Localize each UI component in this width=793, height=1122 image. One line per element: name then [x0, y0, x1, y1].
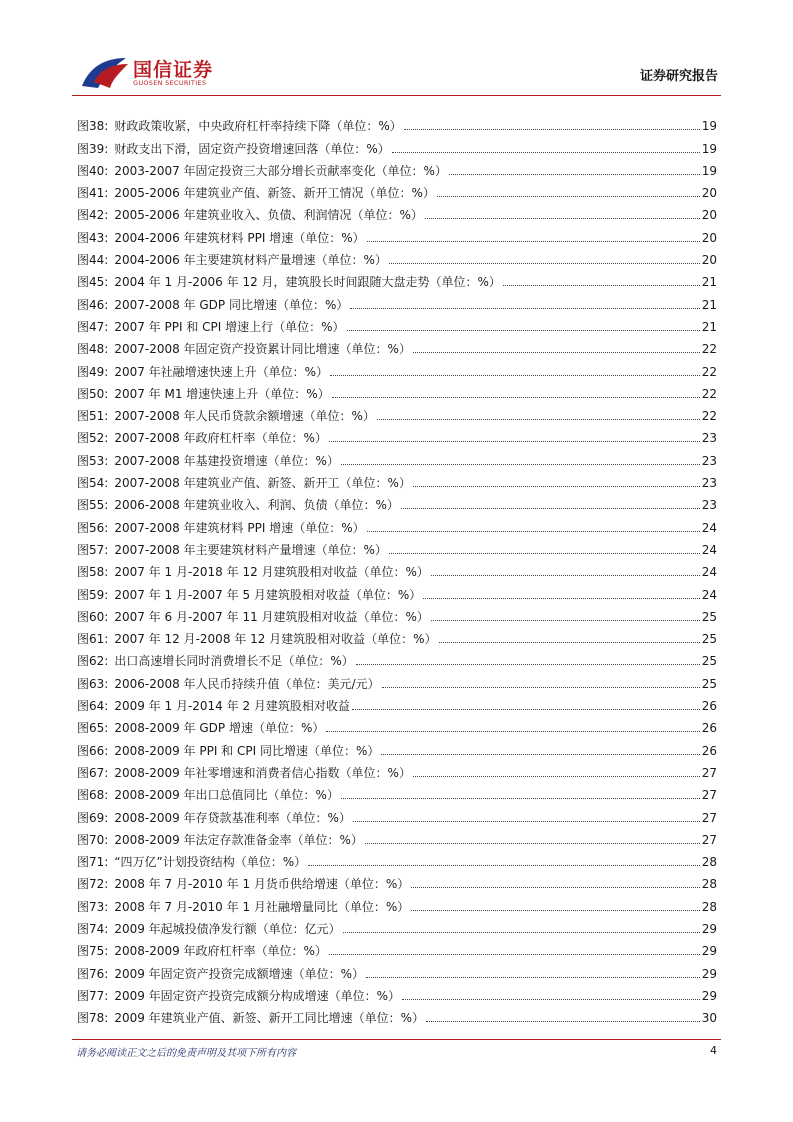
toc-figure-number: 图70: [77, 832, 109, 847]
toc-figure-number: 图54: [77, 476, 109, 491]
toc-figure-title: 2007-2008 年固定资产投资累计同比增速（单位：%） [114, 342, 411, 357]
toc-entry[interactable] [77, 312, 717, 334]
toc-leader-dots [411, 887, 699, 888]
toc-figure-title: 2007 年 M1 增速快速上升（单位：%） [114, 386, 330, 401]
toc-leader-dots [439, 642, 700, 643]
toc-figure-title: 2007 年社融增速快速上升（单位：%） [114, 364, 329, 379]
toc-page-number: 19 [701, 119, 717, 134]
toc-figure-title: “四万亿”计划投资结构（单位：%） [114, 855, 307, 870]
toc-figure-title: 2009 年固定资产投资完成额分构成增速（单位：%） [114, 988, 401, 1003]
toc-page-number: 26 [701, 743, 717, 758]
toc-figure-title: 2007-2008 年政府杠杆率（单位：%） [114, 431, 327, 446]
toc-entry[interactable] [77, 958, 717, 980]
toc-entry[interactable] [77, 758, 717, 780]
toc-leader-dots [404, 129, 700, 130]
toc-page-number: 29 [701, 944, 717, 959]
toc-leader-dots [449, 174, 700, 175]
toc-figure-number: 图78: [77, 1011, 109, 1026]
toc-entry[interactable] [77, 156, 717, 178]
toc-figure-title: 2008-2009 年出口总值同比（单位：%） [114, 788, 339, 803]
toc-figure-title: 2007 年 PPI 和 CPI 增速上行（单位：%） [114, 319, 345, 334]
toc-entry[interactable] [77, 668, 717, 690]
toc-figure-number: 图40: [77, 163, 109, 178]
toc-figure-title: 2003-2007 年固定投资三大部分增长贡献率变化（单位：%） [114, 163, 447, 178]
footer-divider [72, 1039, 721, 1040]
toc-figure-number: 图63: [77, 676, 109, 691]
toc-leader-dots [365, 843, 700, 844]
toc-leader-dots [366, 977, 700, 978]
toc-figure-title: 2004-2006 年建筑材料 PPI 增速（单位：%） [114, 230, 365, 245]
toc-entry[interactable] [77, 646, 717, 668]
page-header [0, 0, 793, 108]
toc-leader-dots [330, 375, 700, 376]
toc-leader-dots [326, 731, 699, 732]
toc-figure-number: 图76: [77, 966, 109, 981]
toc-figure-title: 出口高速增长同时消费增长不足（单位：%） [114, 654, 354, 669]
toc-page-number: 30 [701, 1011, 717, 1026]
toc-page-number: 26 [701, 721, 717, 736]
toc-page-number: 27 [701, 765, 717, 780]
toc-entry[interactable] [77, 936, 717, 958]
toc-page-number: 23 [701, 476, 717, 491]
toc-figure-number: 图59: [77, 587, 109, 602]
toc-page-number: 24 [701, 587, 717, 602]
toc-figure-title: 2007 年 1 月-2018 年 12 月建筑股相对收益（单位：%） [114, 565, 429, 580]
toc-entry[interactable] [77, 691, 717, 713]
toc-figure-number: 图62: [77, 654, 109, 669]
toc-page-number: 24 [701, 520, 717, 535]
toc-leader-dots [382, 687, 700, 688]
toc-page-number: 20 [701, 208, 717, 223]
toc-figure-title: 2008 年 7 月-2010 年 1 月社融增量同比（单位：%） [114, 899, 410, 914]
toc-figure-title: 2006-2008 年建筑业收入、利润、负债（单位：%） [114, 498, 399, 513]
toc-leader-dots [347, 330, 700, 331]
toc-figure-number: 图38: [77, 119, 109, 134]
toc-figure-title: 2007-2008 年主要建筑材料产量增速（单位：%） [114, 542, 387, 557]
toc-figure-number: 图52: [77, 431, 109, 446]
guosen-logo [80, 52, 240, 92]
toc-figure-title: 2008-2009 年 PPI 和 CPI 同比增速（单位：%） [114, 743, 380, 758]
toc-page-number: 25 [701, 609, 717, 624]
toc-page-number: 21 [701, 297, 717, 312]
toc-entry[interactable] [77, 222, 717, 244]
logo-chinese-name: 国信证券 [133, 59, 214, 81]
toc-figure-title: 2007-2008 年建筑业产值、新签、新开工（单位：%） [114, 476, 411, 491]
toc-figure-title: 财政政策收紧，中央政府杠杆率持续下降（单位：%） [114, 119, 402, 134]
toc-page-number: 27 [701, 810, 717, 825]
toc-page-number: 28 [701, 877, 717, 892]
toc-figure-title: 2008-2009 年 GDP 增速（单位：%） [114, 721, 325, 736]
toc-entry[interactable] [77, 535, 717, 557]
logo-english-name: GUOSEN SECURITIES [133, 79, 207, 87]
toc-page-number: 19 [701, 163, 717, 178]
toc-figure-number: 图60: [77, 609, 109, 624]
toc-page-number: 25 [701, 676, 717, 691]
toc-entry[interactable] [77, 512, 717, 534]
toc-figure-number: 图58: [77, 565, 109, 580]
toc-figure-number: 图73: [77, 899, 109, 914]
toc-figure-number: 图61: [77, 632, 109, 647]
toc-entry[interactable] [77, 245, 717, 267]
toc-figure-number: 图67: [77, 765, 109, 780]
toc-leader-dots [341, 464, 700, 465]
toc-entry[interactable] [77, 445, 717, 467]
toc-page-number: 29 [701, 921, 717, 936]
figure-list [77, 111, 717, 1025]
toc-leader-dots [401, 508, 700, 509]
toc-leader-dots [426, 1021, 700, 1022]
toc-page-number: 21 [701, 275, 717, 290]
toc-leader-dots [389, 553, 700, 554]
toc-entry[interactable] [77, 713, 717, 735]
toc-page-number: 28 [701, 899, 717, 914]
toc-figure-number: 图66: [77, 743, 109, 758]
toc-entry[interactable] [77, 847, 717, 869]
page-number: 4 [710, 1044, 717, 1057]
toc-leader-dots [503, 285, 700, 286]
toc-leader-dots [341, 798, 700, 799]
toc-figure-title: 2004-2006 年主要建筑材料产量增速（单位：%） [114, 253, 387, 268]
toc-entry[interactable] [77, 981, 717, 1003]
toc-entry[interactable] [77, 624, 717, 646]
logo-mark-icon [80, 52, 130, 92]
toc-leader-dots [367, 531, 700, 532]
toc-entry[interactable] [77, 1003, 717, 1025]
toc-page-number: 29 [701, 966, 717, 981]
disclaimer-text: 请务必阅读正文之后的免责声明及其项下所有内容 [76, 1048, 296, 1059]
toc-entry[interactable] [77, 200, 717, 222]
toc-figure-title: 2008-2009 年政府杠杆率（单位：%） [114, 944, 327, 959]
toc-figure-title: 2007-2008 年人民币贷款余额增速（单位：%） [114, 409, 375, 424]
toc-entry[interactable] [77, 267, 717, 289]
toc-figure-number: 图42: [77, 208, 109, 223]
toc-figure-number: 图39: [77, 141, 109, 156]
toc-figure-number: 图77: [77, 988, 109, 1003]
toc-entry[interactable] [77, 289, 717, 311]
toc-figure-number: 图51: [77, 409, 109, 424]
toc-page-number: 20 [701, 230, 717, 245]
toc-page-number: 19 [701, 141, 717, 156]
toc-leader-dots [377, 419, 700, 420]
toc-entry[interactable] [77, 891, 717, 913]
toc-figure-title: 2006-2008 年人民币持续升值（单位：美元/元） [114, 676, 380, 691]
toc-figure-number: 图43: [77, 230, 109, 245]
toc-figure-title: 财政支出下滑，固定资产投资增速回落（单位：%） [114, 141, 390, 156]
toc-leader-dots [431, 575, 700, 576]
toc-page-number: 22 [701, 409, 717, 424]
toc-figure-title: 2007-2008 年建筑材料 PPI 增速（单位：%） [114, 520, 365, 535]
toc-figure-number: 图75: [77, 944, 109, 959]
toc-figure-number: 图46: [77, 297, 109, 312]
toc-leader-dots [308, 865, 700, 866]
toc-figure-number: 图49: [77, 364, 109, 379]
toc-figure-title: 2007-2008 年 GDP 同比增速（单位：%） [114, 297, 349, 312]
toc-entry[interactable] [77, 579, 717, 601]
toc-figure-number: 图48: [77, 342, 109, 357]
toc-leader-dots [411, 910, 699, 911]
toc-page-number: 25 [701, 654, 717, 669]
toc-leader-dots [381, 754, 699, 755]
toc-entry[interactable] [77, 825, 717, 847]
toc-leader-dots [413, 352, 700, 353]
toc-entry[interactable] [77, 379, 717, 401]
toc-figure-title: 2007 年 12 月-2008 年 12 月建筑股相对收益（单位：%） [114, 632, 437, 647]
toc-page-number: 22 [701, 386, 717, 401]
toc-entry[interactable] [77, 735, 717, 757]
toc-page-number: 23 [701, 453, 717, 468]
toc-leader-dots [423, 598, 699, 599]
toc-entry[interactable] [77, 334, 717, 356]
toc-figure-title: 2007 年 6 月-2007 年 11 月建筑股相对收益（单位：%） [114, 609, 429, 624]
toc-figure-number: 图41: [77, 186, 109, 201]
toc-leader-dots [332, 397, 700, 398]
toc-leader-dots [402, 999, 700, 1000]
toc-figure-title: 2005-2006 年建筑业收入、负债、利润情况（单位：%） [114, 208, 423, 223]
toc-figure-title: 2007-2008 年基建投资增速（单位：%） [114, 453, 339, 468]
toc-figure-title: 2009 年固定资产投资完成额增速（单位：%） [114, 966, 365, 981]
toc-figure-number: 图45: [77, 275, 109, 290]
toc-leader-dots [356, 664, 700, 665]
toc-page-number: 28 [701, 855, 717, 870]
toc-figure-number: 图57: [77, 542, 109, 557]
toc-page-number: 22 [701, 364, 717, 379]
toc-entry[interactable] [77, 356, 717, 378]
toc-leader-dots [425, 218, 700, 219]
toc-figure-number: 图50: [77, 386, 109, 401]
toc-figure-title: 2009 年 1 月-2014 年 2 月建筑股相对收益 [114, 699, 350, 714]
report-type-label: 证券研究报告 [639, 69, 718, 84]
toc-figure-title: 2008-2009 年法定存款准备金率（单位：%） [114, 832, 363, 847]
header-divider [72, 95, 721, 96]
toc-page-number: 23 [701, 431, 717, 446]
toc-entry[interactable] [77, 557, 717, 579]
toc-entry[interactable] [77, 780, 717, 802]
toc-leader-dots [352, 709, 700, 710]
toc-page-number: 22 [701, 342, 717, 357]
toc-leader-dots [329, 954, 700, 955]
toc-page-number: 29 [701, 988, 717, 1003]
toc-leader-dots [329, 441, 700, 442]
toc-entry[interactable] [77, 802, 717, 824]
toc-leader-dots [431, 620, 700, 621]
toc-figure-number: 图68: [77, 788, 109, 803]
toc-page-number: 26 [701, 699, 717, 714]
toc-page-number: 27 [701, 788, 717, 803]
toc-entry[interactable] [77, 133, 717, 155]
toc-page-number: 23 [701, 498, 717, 513]
toc-page-number: 25 [701, 632, 717, 647]
toc-page-number: 20 [701, 186, 717, 201]
toc-entry[interactable] [77, 111, 717, 133]
toc-figure-number: 图64: [77, 699, 109, 714]
toc-entry[interactable] [77, 914, 717, 936]
toc-leader-dots [413, 486, 700, 487]
toc-page-number: 24 [701, 542, 717, 557]
toc-figure-title: 2004 年 1 月-2006 年 12 月，建筑股长时间跟随大盘走势（单位：%） [114, 275, 501, 290]
toc-figure-number: 图72: [77, 877, 109, 892]
toc-entry[interactable] [77, 869, 717, 891]
toc-leader-dots [437, 196, 700, 197]
toc-figure-title: 2009 年起城投债净发行额（单位：亿元） [114, 921, 341, 936]
toc-leader-dots [413, 776, 700, 777]
toc-page-number: 27 [701, 832, 717, 847]
toc-page-number: 20 [701, 253, 717, 268]
toc-leader-dots [389, 263, 700, 264]
toc-page-number: 24 [701, 565, 717, 580]
toc-entry[interactable] [77, 423, 717, 445]
toc-figure-number: 图55: [77, 498, 109, 513]
toc-leader-dots [367, 241, 700, 242]
toc-figure-number: 图47: [77, 319, 109, 334]
toc-figure-number: 图65: [77, 721, 109, 736]
toc-entry[interactable] [77, 401, 717, 423]
toc-figure-title: 2009 年建筑业产值、新签、新开工同比增速（单位：%） [114, 1011, 425, 1026]
toc-figure-title: 2008-2009 年存贷款基准利率（单位：%） [114, 810, 351, 825]
toc-figure-number: 图69: [77, 810, 109, 825]
toc-figure-number: 图71: [77, 855, 109, 870]
toc-leader-dots [392, 152, 700, 153]
toc-figure-title: 2005-2006 年建筑业产值、新签、新开工情况（单位：%） [114, 186, 435, 201]
toc-figure-title: 2007 年 1 月-2007 年 5 月建筑股相对收益（单位：%） [114, 587, 422, 602]
toc-entry[interactable] [77, 490, 717, 512]
toc-figure-title: 2008 年 7 月-2010 年 1 月货币供给增速（单位：%） [114, 877, 410, 892]
toc-entry[interactable] [77, 468, 717, 490]
toc-figure-number: 图53: [77, 453, 109, 468]
toc-leader-dots [350, 308, 699, 309]
toc-figure-number: 图44: [77, 253, 109, 268]
toc-entry[interactable] [77, 602, 717, 624]
toc-leader-dots [353, 821, 700, 822]
toc-leader-dots [343, 932, 700, 933]
toc-page-number: 21 [701, 319, 717, 334]
toc-figure-number: 图56: [77, 520, 109, 535]
toc-figure-title: 2008-2009 年社零增速和消费者信心指数（单位：%） [114, 765, 411, 780]
toc-figure-number: 图74: [77, 921, 109, 936]
toc-entry[interactable] [77, 178, 717, 200]
